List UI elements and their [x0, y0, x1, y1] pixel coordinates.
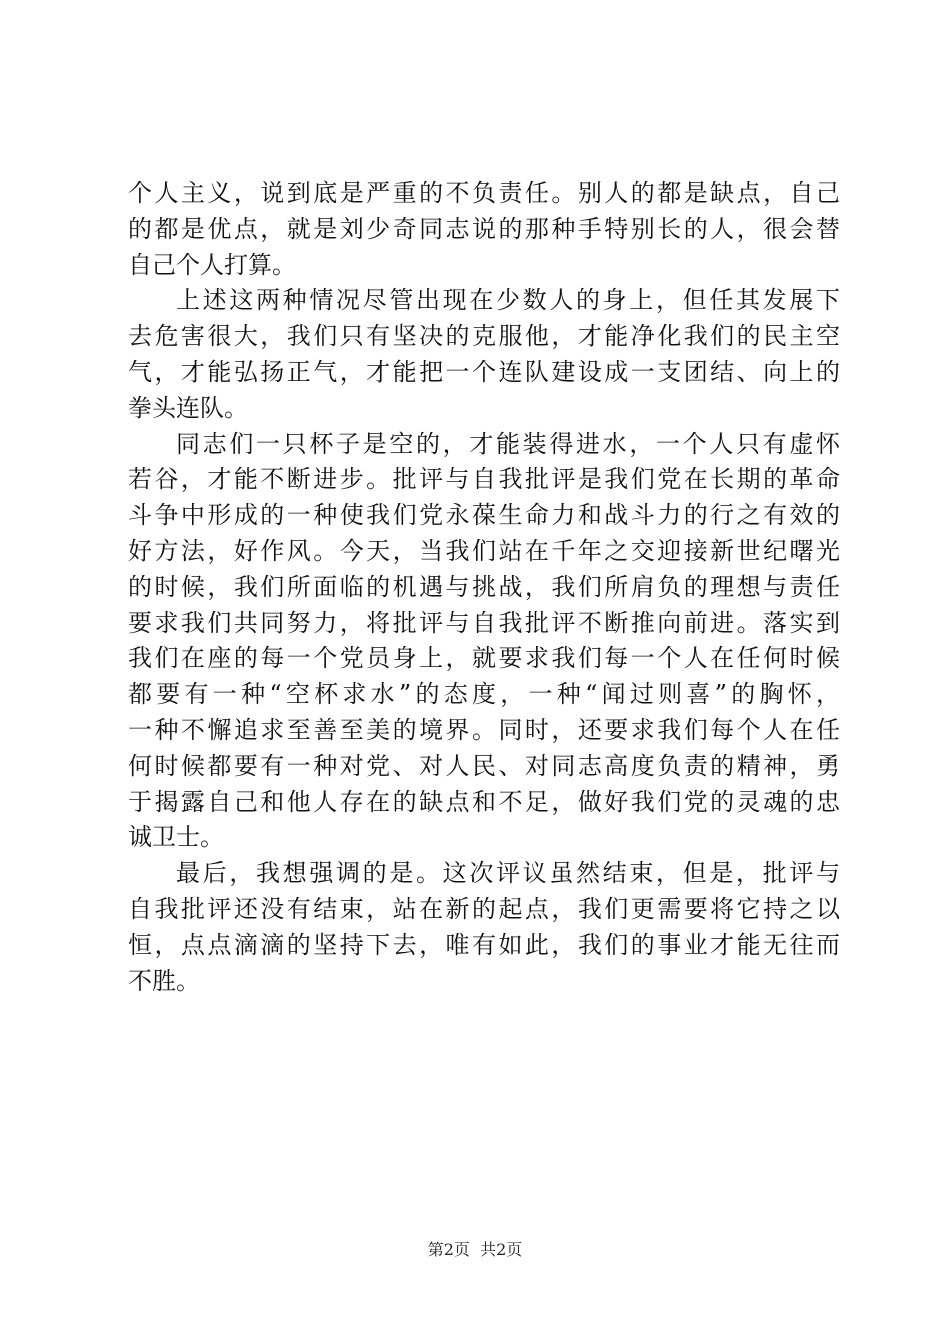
text-line: 都要有一种“空杯求水”的态度，一种“闻过则喜”的胸怀，	[128, 680, 840, 709]
text-line: 恒，点点滴滴的坚持下去，唯有如此，我们的事业才能无往而	[128, 930, 840, 959]
text-line: 上述这两种情况尽管出现在少数人的身上，但任其发展下	[176, 286, 840, 315]
text-line: 何时候都要有一种对党、对人民、对同志高度负责的精神，勇	[128, 751, 840, 780]
paragraph	[128, 856, 840, 999]
text-line: 最后，我想强调的是。这次评议虽然结束，但是，批评与	[176, 859, 840, 888]
paragraph	[128, 283, 840, 426]
paragraph	[128, 427, 840, 857]
text-line: 自我批评还没有结束，站在新的起点，我们更需要将它持之以	[128, 894, 840, 923]
text-line: 一种不懈追求至善至美的境界。同时，还要求我们每个人在任	[128, 715, 840, 744]
text-line: 不胜。	[128, 966, 200, 995]
text-line: 的时候，我们所面临的机遇与挑战，我们所肩负的理想与责任	[128, 572, 840, 601]
page-footer	[0, 1240, 950, 1260]
text-line: 的都是优点，就是刘少奇同志说的那种手特别长的人，很会替	[128, 214, 840, 243]
text-line: 同志们一只杯子是空的，才能装得进水，一个人只有虚怀	[176, 429, 840, 458]
text-line: 斗争中形成的一种使我们党永葆生命力和战斗力的行之有效的	[128, 501, 840, 530]
text-line: 拳头连队。	[128, 393, 248, 422]
text-line: 我们在座的每一个党员身上，就要求我们每一个人在任何时候	[128, 644, 840, 673]
text-line: 好方法，好作风。今天，当我们站在千年之交迎接新世纪曙光	[128, 536, 840, 565]
paragraph	[128, 176, 840, 283]
text-line: 气，才能弘扬正气，才能把一个连队建设成一支团结、向上的	[128, 357, 840, 386]
page-number-label: 第2页 共2页	[427, 1240, 523, 1259]
text-line: 诚卫士。	[128, 823, 224, 852]
body-text	[128, 176, 840, 999]
text-line: 要求我们共同努力，将批评与自我批评不断推向前进。落实到	[128, 608, 840, 637]
text-line: 个人主义，说到底是严重的不负责任。别人的都是缺点，自己	[128, 179, 840, 207]
text-line: 若谷，才能不断进步。批评与自我批评是我们党在长期的革命	[128, 465, 840, 494]
text-line: 去危害很大，我们只有坚决的克服他，才能净化我们的民主空	[128, 322, 840, 351]
text-line: 自己个人打算。	[128, 250, 296, 279]
text-line: 于揭露自己和他人存在的缺点和不足，做好我们党的灵魂的忠	[128, 787, 840, 816]
